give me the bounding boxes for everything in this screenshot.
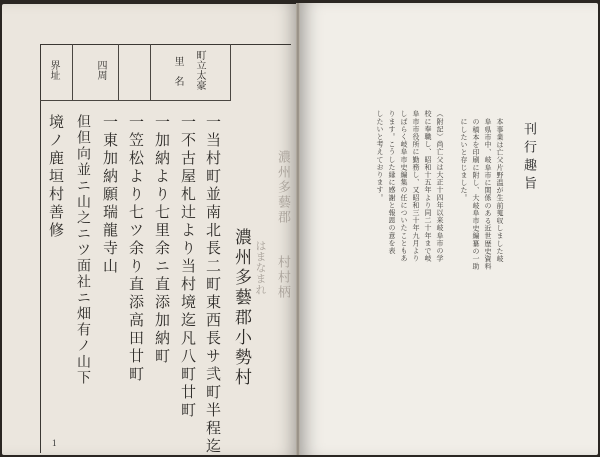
preface-title: 刊行趣旨 (521, 122, 536, 194)
header-col-rule-3 (150, 44, 151, 101)
header-notes-label: 界址 (48, 60, 59, 80)
header-col-rule-4 (230, 44, 231, 101)
header-name-label: 里 名 (172, 56, 183, 86)
preface-line: 阜県市中、岐阜市に関係のある近世歴史資料 (484, 118, 492, 270)
manuscript-line: 一不古屋札辻より当村境迄凡八町廿町 (179, 114, 197, 420)
manuscript-line: 境ノ鹿垣村善修 (47, 114, 65, 240)
preface-line: 本事業は亡父片野温が生前蒐収しました岐 (496, 118, 504, 263)
preface-line: しばらく岐阜市史編集の任についたこともあ (400, 110, 408, 262)
manuscript-line: 一笠松より七ツ余り直添高田廿町 (127, 114, 145, 384)
preface-line: の稿本を印刷に附し、大岐阜市史編纂の一助 (472, 118, 480, 270)
preface-line: したいと考えております。 (376, 110, 384, 202)
header-boundary-label: 四周 (95, 60, 106, 80)
header-col-rule-2 (118, 44, 119, 101)
manuscript-line: 一当村町並南北長二町東西長サ弐町半程迄 (204, 114, 222, 456)
manuscript-title: 濃州多藝郡小勢村 (231, 228, 251, 388)
faint-pencil-note-2: はまなまれ (254, 240, 267, 295)
header-village-label: 町立太豪 (194, 50, 205, 90)
faint-pencil-note: 濃州多藝郡 村村柄 (275, 150, 290, 300)
book-gutter (296, 3, 300, 455)
preface-line: 阜市市役所に勤務し、又昭和三十年九月より (412, 110, 420, 262)
preface-line: ります。こうした縁に感謝と報恩の意を表 (388, 110, 396, 255)
right-page (298, 3, 598, 455)
preface-line: 校に奉職し、昭和十五年より同二十年まで岐 (424, 110, 432, 262)
page-number: 1 (52, 438, 57, 448)
manuscript-line: 但但向並ニ山之ニツ面社ニ畑有ノ山下 (75, 114, 91, 386)
header-row-rule (40, 100, 230, 101)
header-col-rule-1 (72, 44, 73, 101)
manuscript-line: 一東加納願瑞龍寺山 (101, 114, 119, 276)
preface-line: （附記）尚亡父は大正十四年以来岐阜市の学 (436, 110, 444, 262)
manuscript-line: 一加納より七里余ニ直添加納町 (153, 114, 171, 366)
preface-line: にしたいと存じました。 (460, 118, 468, 202)
